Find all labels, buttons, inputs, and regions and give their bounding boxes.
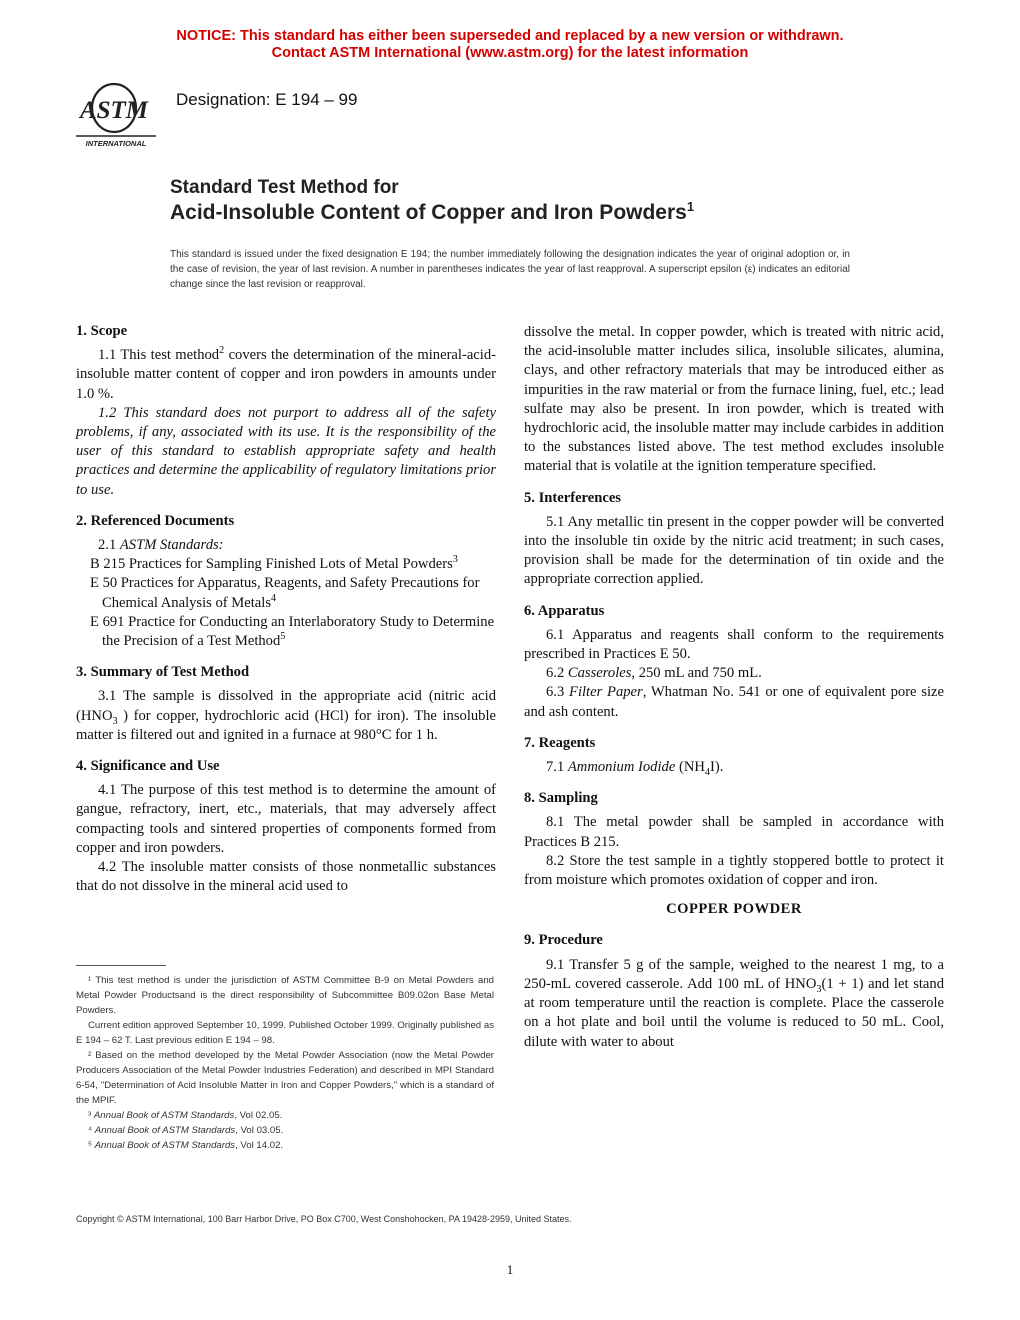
notice-line-2: Contact ASTM International (www.astm.org) for the latest information xyxy=(271,45,749,61)
section-2-heading: 2. Referenced Documents xyxy=(76,512,235,529)
footnotes xyxy=(76,973,494,1153)
para-6-2: 6.2 Casseroles, 250 mL and 750 mL. xyxy=(546,665,762,682)
para-1-2: 1.2 This standard does not purport to address all of the safety problems, if any, associated with its use. It is the responsibility of the user of this standard to establish appropriate safety and health practices and determine the applicability of regulatory limitations prior to use. xyxy=(76,404,496,498)
notice-banner xyxy=(0,28,1020,62)
para-6-3: 6.3 Filter Paper, Whatman No. 541 or one of equivalent pore size and ash content. xyxy=(524,684,944,720)
logo-subtext: INTERNATIONAL xyxy=(85,139,147,148)
para-4-2: 4.2 The insoluble matter consists of those nonmetallic substances that do not dissolve in the mineral acid used to xyxy=(76,859,496,895)
ref-e691: E 691 Practice for Conducting an Interlaboratory Study to Determine the Precision of a Test Method$^5$ xyxy=(90,613,495,650)
left-column xyxy=(76,312,496,896)
footnote-3: ³ Annual Book of ASTM Standards, Vol 02.05. xyxy=(88,1110,283,1121)
astm-logo xyxy=(70,80,162,152)
footnote-2: ² Based on the method developed by the Metal Powder Association (now the Metal Powder Producers Association of the Metal Powder Industries Federation) and described in MPI Standard 6-54, "Determination of Acid Insoluble Matter in Iron and Copper Powders," which is a standard of the MPIF. xyxy=(76,1050,494,1106)
title-line-2 xyxy=(170,200,694,226)
notice-line-1: NOTICE: This standard has either been superseded and replaced by a new version or withdrawn. xyxy=(176,28,844,44)
section-1-heading: 1. Scope xyxy=(76,323,128,339)
footnote-1: ¹ This test method is under the jurisdiction of ASTM Committee B-9 on Metal Powders and Metal Powder Productsand is the direct responsibility of Subcommittee B09.02on Base Metal Powders. xyxy=(76,975,494,1016)
section-9-heading: 9. Procedure xyxy=(524,932,603,949)
footnote-4: ⁴ Annual Book of ASTM Standards, Vol 03.05. xyxy=(88,1125,284,1136)
title-footnote-ref: 1 xyxy=(686,199,695,214)
ref-b215: B 215 Practices for Sampling Finished Lots of Metal Powders$^3$ xyxy=(90,554,458,573)
para-7-1: 7.1 Ammonium Iodide $(NH_4I)$. xyxy=(546,759,724,778)
copper-powder-heading: COPPER POWDER xyxy=(666,901,802,918)
section-3-heading: 3. Summary of Test Method xyxy=(76,664,250,681)
para-4-2-continued: dissolve the metal. In copper powder, which is treated with nitric acid, the acid-insoluble matter includes silica, insoluble silicates, alumina, clays, and other refractory materials that may be introduced either as impurities in the raw material or from the furnace lining, fuel, etc.; lead sulfate may also be present. In iron powder, which is treated with hydrochloric acid, the insoluble matter may include carbides in addition to the substances listed above. The test method excludes insoluble material that is volatile at the ignition temperature specified. xyxy=(524,324,944,475)
page-number: 1 xyxy=(506,1262,514,1277)
section-6-heading: 6. Apparatus xyxy=(524,602,605,619)
para-9-1: 9.1 Transfer 5 g of the sample, weighed to the nearest 1 mg, to a 250-mL covered casserole. Add 100 mL of $HNO_3(1 + 1)$ and let stand at room temperature until the reaction is complete. Place the casserole on a hot plate and boil until the volume is reduced to 50 mL. Cool, dilute with water to about xyxy=(524,956,944,1050)
logo-text: ASTM xyxy=(79,97,149,124)
para-1-1: 1.1 This test method$^2$ covers the determination of the mineral-acid-insoluble matter content of copper and iron powders in amounts under 1.0 %. xyxy=(76,345,496,402)
section-4-heading: 4. Significance and Use xyxy=(76,758,220,775)
para-8-1: 8.1 The metal powder shall be sampled in accordance with Practices B 215. xyxy=(524,814,944,850)
para-4-1: 4.1 The purpose of this test method is to determine the amount of gangue, refractory, inert, etc., materials, that may adversely affect compacting tools and sintered properties of components formed from copper and iron powders. xyxy=(76,782,496,856)
title-main: Acid-Insoluble Content of Copper and Iron Powders xyxy=(170,201,687,224)
para-2-1: 2.1 ASTM Standards: xyxy=(98,537,224,554)
section-7-heading: 7. Reagents xyxy=(524,734,596,751)
title-line-1: Standard Test Method for xyxy=(170,177,399,198)
footnote-1b: Current edition approved September 10, 1999. Published October 1999. Originally published as E 194 – 62 T. Last previous edition E 194 – 98. xyxy=(76,1020,494,1046)
para-8-2: 8.2 Store the test sample in a tightly stoppered bottle to protect it from moisture which promotes oxidation of copper and iron. xyxy=(524,852,944,889)
footnote-5: ⁵ Annual Book of ASTM Standards, Vol 14.02. xyxy=(88,1140,284,1151)
right-column xyxy=(524,323,944,1052)
para-3-1: 3.1 The sample is dissolved in the appropriate acid (nitric acid ($HNO_3$ ) for copper, hydrochloric acid (HCl) for iron). The insoluble matter is filtered out and ignited in a furnace at 980°C for 1 h. xyxy=(76,688,496,743)
ref-e50: E 50 Practices for Apparatus, Reagents, and Safety Precautions for Chemical Analysis of Metals$^4$ xyxy=(90,575,480,611)
copyright-line: Copyright © ASTM International, 100 Barr Harbor Drive, PO Box C700, West Conshohocken, PA 19428-2959, United States. xyxy=(76,1214,572,1224)
document-title xyxy=(170,176,694,226)
para-5-1: 5.1 Any metallic tin present in the copper powder will be converted into the insoluble tin oxide by the nitric acid treatment; in such cases, provision shall be made for the determination of tin oxide and the appropriate correction applied. xyxy=(524,513,944,588)
issuance-note: This standard is issued under the fixed designation E 194; the number immediately following the designation indicates the year of original adoption or, in the case of revision, the year of last revision. A number in parentheses indicates the year of last reapproval. A superscript epsilon (ε) indicates an editorial change since the last revision or reapproval. xyxy=(170,249,850,290)
para-6-1: 6.1 Apparatus and reagents shall conform to the requirements prescribed in Practices E 50. xyxy=(524,626,944,663)
footnote-divider xyxy=(76,965,166,966)
designation: Designation: E 194 – 99 xyxy=(176,90,358,109)
section-5-heading: 5. Interferences xyxy=(524,489,621,506)
section-8-heading: 8. Sampling xyxy=(524,790,598,807)
